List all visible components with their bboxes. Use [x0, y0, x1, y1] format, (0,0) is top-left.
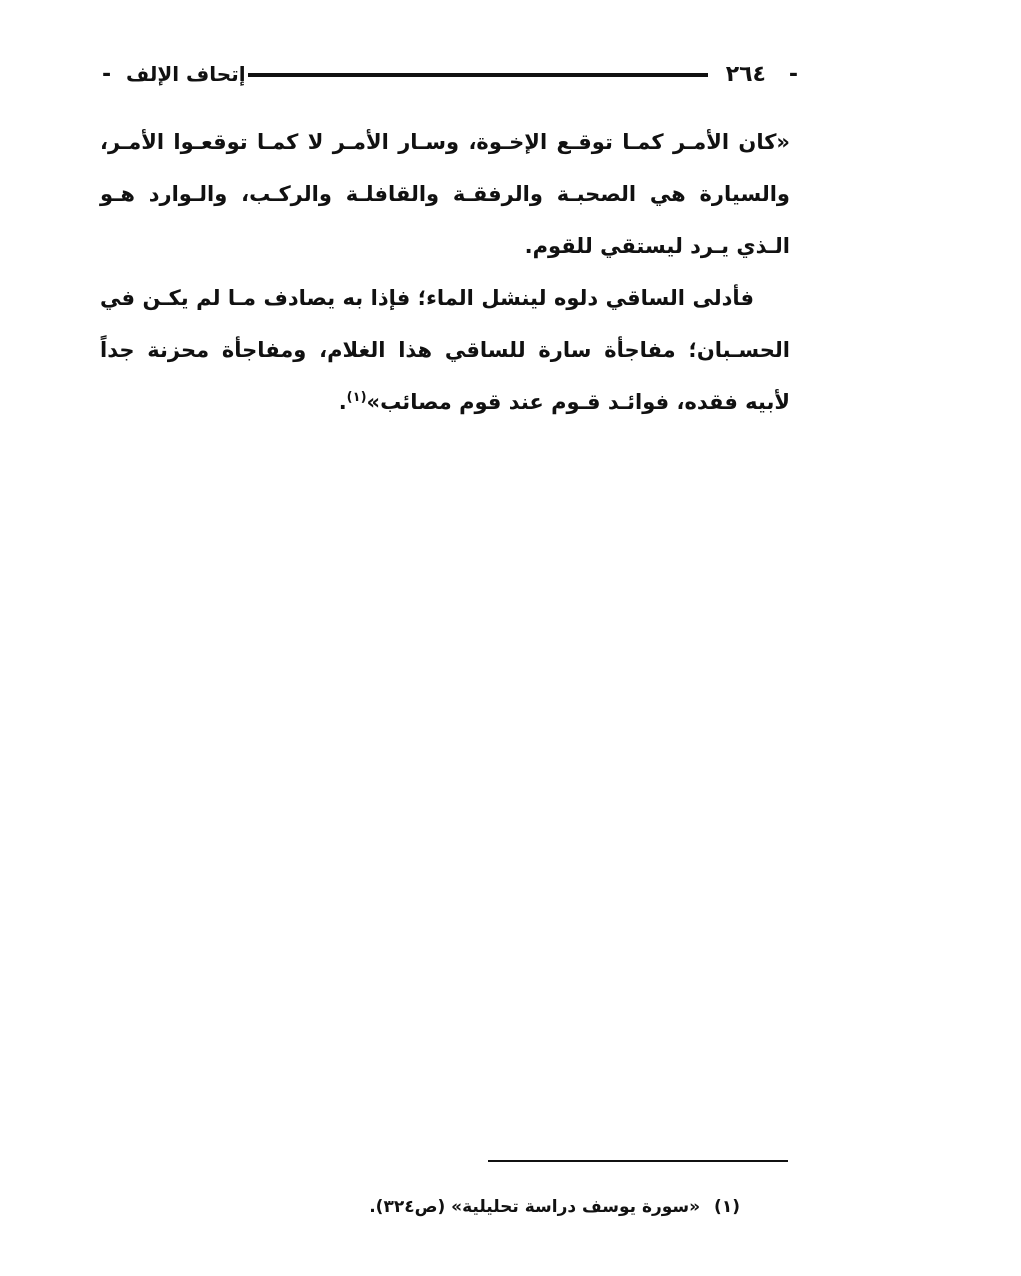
paragraph-2 [100, 272, 790, 428]
paragraph-2-text: فأدلى الساقي دلوه لينشل الماء؛ فإذا به يصادف مـا لم يكـن في الحسـبان؛ مفاجأة سارة للساقي هذا الغلام، ومفاجأة محزنة جداً لأبيه فقده، فوائـد قـوم عند قوم مصائب» [100, 286, 790, 414]
header-rule [248, 73, 708, 77]
paragraph-1: «كان الأمـر كمـا توقـع الإخـوة، وسـار الأمـر لا كمـا توقعـوا الأمـر، والسيارة هي الصحبـة والرفقـة والقافلـة والركـب، والـوارد هـو الـذي يـرد ليستقي للقوم. [100, 130, 790, 258]
footnote-separator [488, 1160, 788, 1162]
book-title: إتحاف الإلف [126, 62, 246, 86]
page-number: ٢٦٤ [725, 62, 766, 87]
header-dash-left: - [102, 62, 112, 87]
running-header [98, 58, 798, 94]
main-text [100, 116, 790, 428]
footnote [200, 1190, 740, 1224]
footnote-number: (١) [714, 1197, 740, 1217]
footnote-reference: (١) [346, 390, 367, 405]
paragraph-2-end: . [338, 390, 347, 414]
header-dash-right: - [788, 62, 798, 87]
footnote-text: «سورة يوسف دراسة تحليلية» (ص٣٢٤). [369, 1197, 701, 1217]
